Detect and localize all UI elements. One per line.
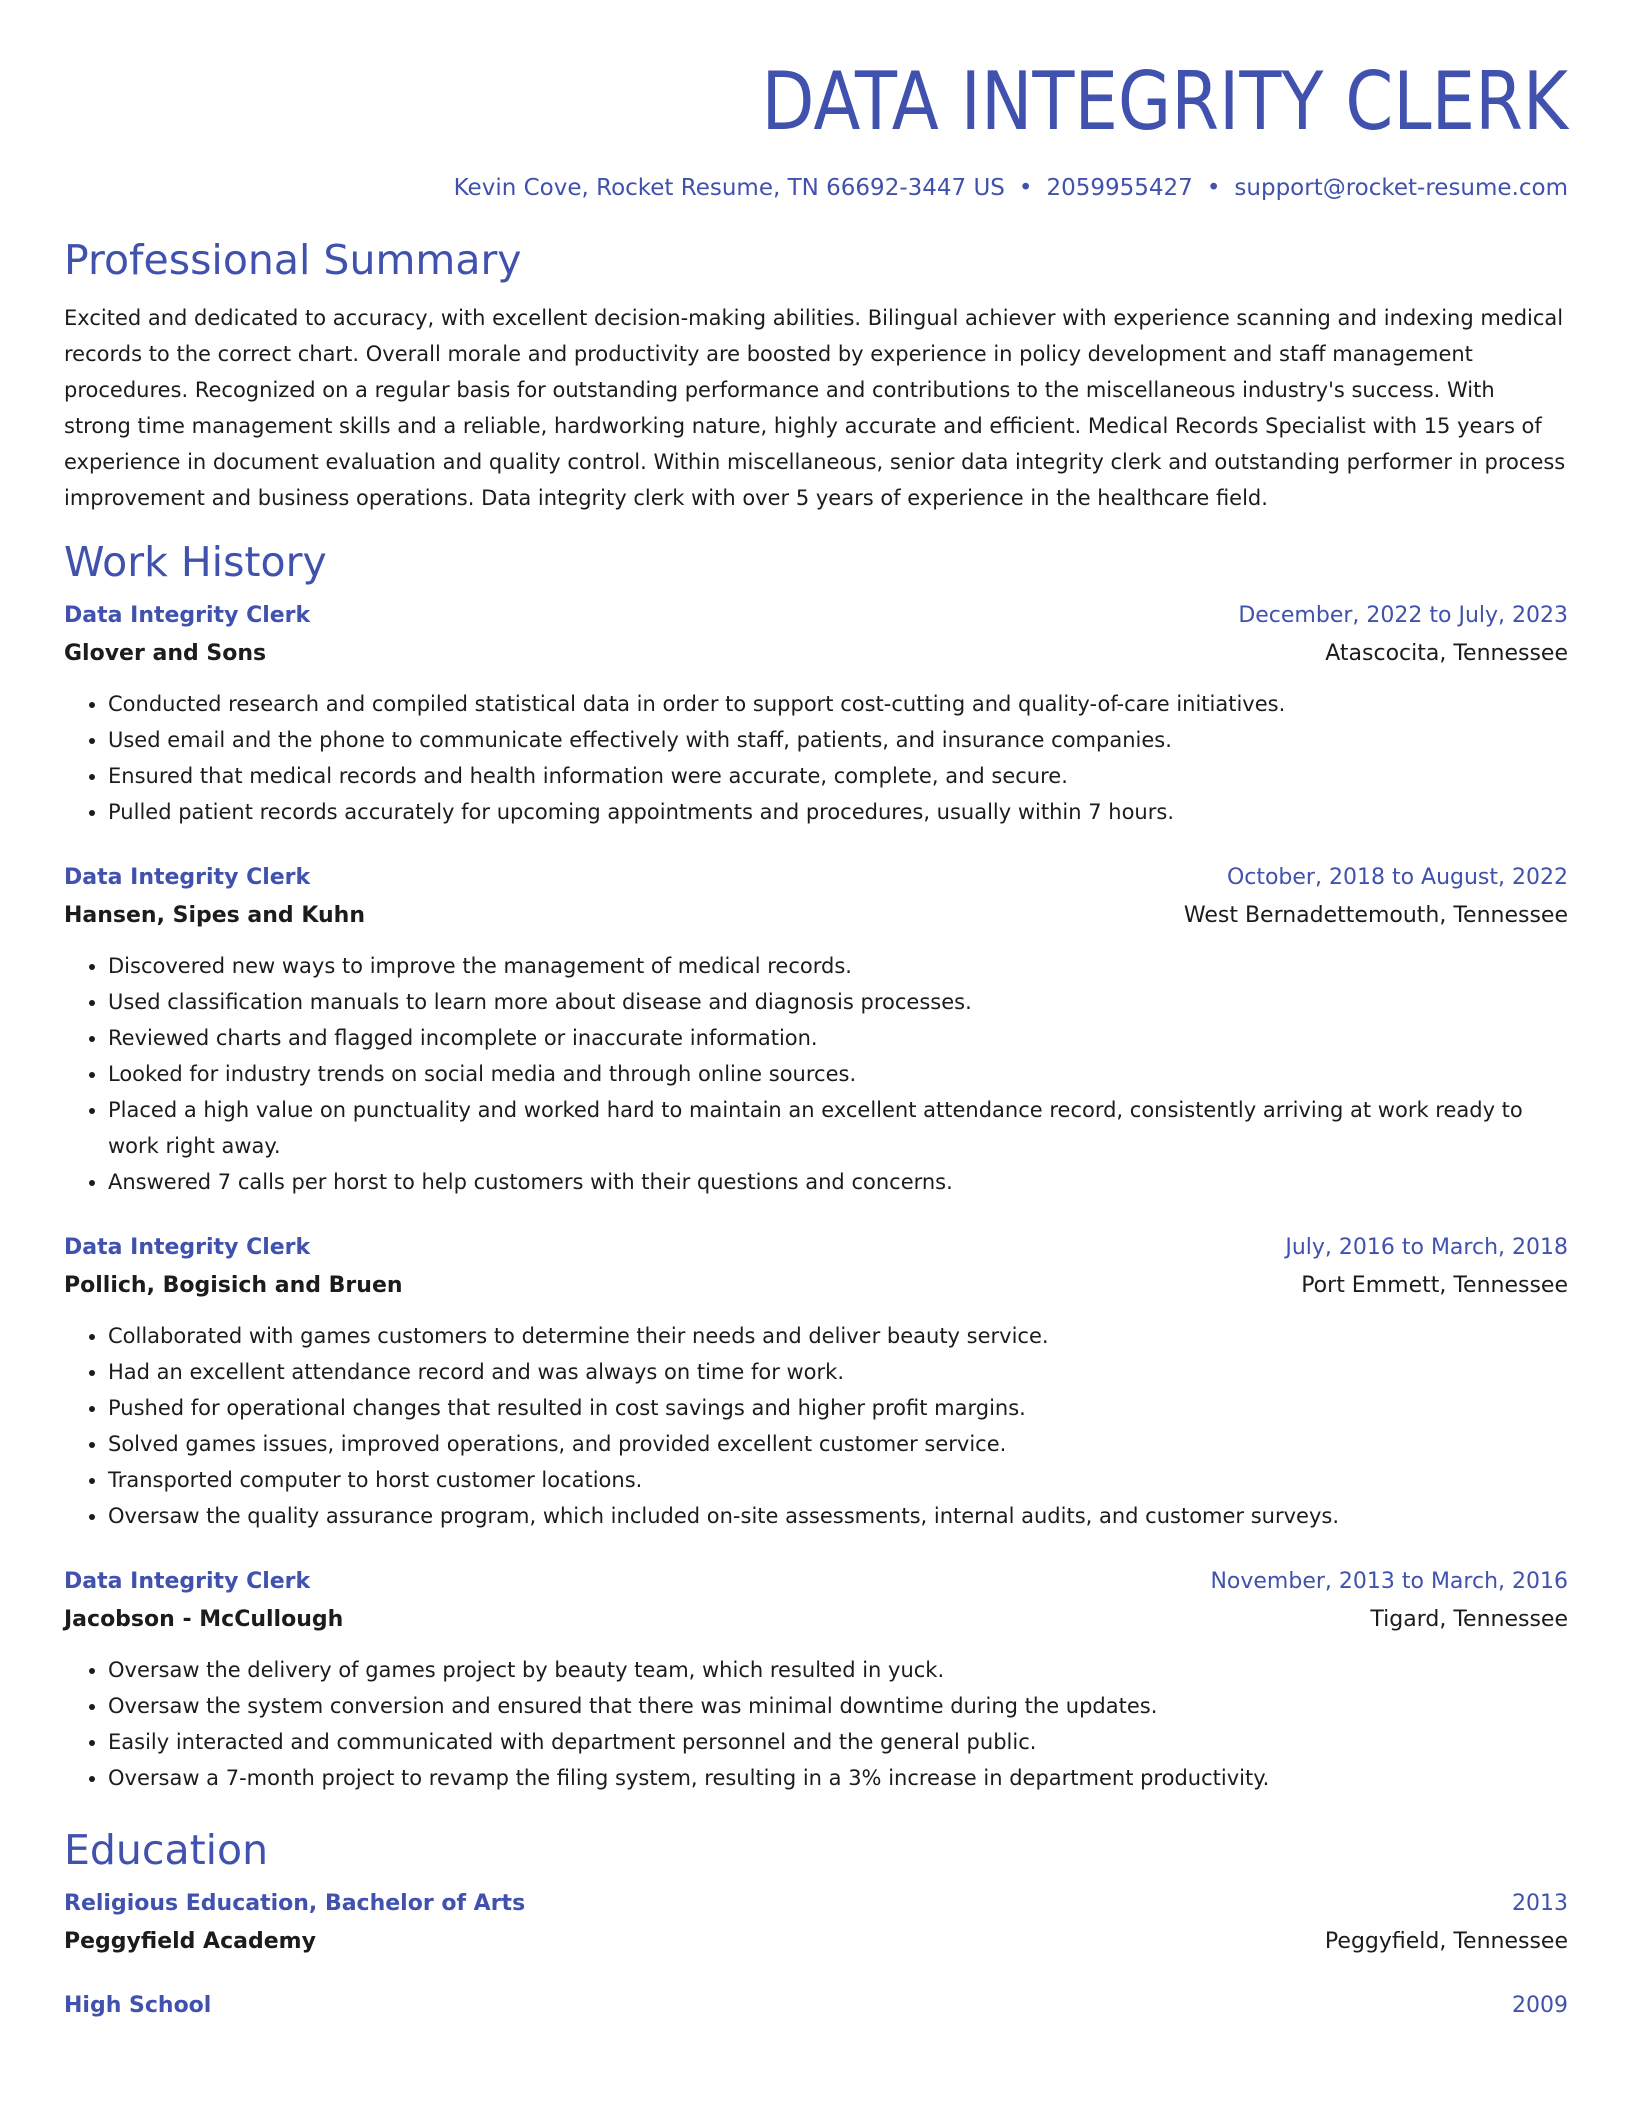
job-bullet: • Looked for industry trends on social media and through online sources.	[108, 1056, 1568, 1092]
job-location: West Bernadettemouth, Tennessee	[1183, 903, 1568, 928]
job-bullet: • Discovered new ways to improve the management of medical records.	[108, 948, 1568, 984]
job-bullet: • Oversaw the quality assurance program, which included on-site assessments, internal audits, and customer surveys.	[108, 1498, 1568, 1534]
job-company: Jacobson - McCullough	[64, 1607, 344, 1632]
job-bullets	[64, 686, 1568, 830]
job-bullet: • Ensured that medical records and health information were accurate, complete, and secure.	[108, 758, 1568, 794]
job-bullets	[64, 948, 1568, 1200]
job-bullet: • Easily interacted and communicated with department personnel and the general public.	[108, 1724, 1568, 1760]
summary-heading: Professional Summary	[64, 236, 522, 284]
job-bullet: • Oversaw the system conversion and ensured that there was minimal downtime during the updates.	[108, 1688, 1568, 1724]
contact-separator: •	[1018, 175, 1033, 201]
job-dates: October, 2018 to August, 2022	[1226, 865, 1568, 890]
job-role: Data Integrity Clerk	[64, 865, 311, 890]
resume-title: DATA INTEGRITY CLERK	[761, 55, 1568, 148]
education-location: Peggyfield, Tennessee	[1324, 1929, 1568, 1954]
job-dates: November, 2013 to March, 2016	[1210, 1569, 1568, 1594]
education-degree: High School	[64, 1993, 212, 2018]
education-entry	[64, 1988, 1568, 2024]
job-entry	[64, 598, 1568, 830]
education-degree: Religious Education, Bachelor of Arts	[64, 1891, 526, 1916]
job-dates: July, 2016 to March, 2018	[1285, 1235, 1568, 1260]
job-bullet: • Used email and the phone to communicate effectively with staff, patients, and insurance companies.	[108, 722, 1568, 758]
education-school: Peggyfield Academy	[64, 1929, 316, 1954]
job-bullet: • Conducted research and compiled statistical data in order to support cost-cutting and quality-of-care initiatives.	[108, 686, 1568, 722]
job-bullets	[64, 1318, 1568, 1534]
job-bullet: • Used classification manuals to learn more about disease and diagnosis processes.	[108, 984, 1568, 1020]
work-history-heading: Work History	[64, 538, 327, 586]
education-year: 2009	[1512, 1993, 1568, 2018]
job-role: Data Integrity Clerk	[64, 1235, 311, 1260]
job-company: Glover and Sons	[64, 641, 267, 666]
summary-text: Excited and dedicated to accuracy, with excellent decision-making abilities. Bilingual achiever with experience scanning and indexing medical records to the correct chart. Overall morale and productivity are boosted by experience in policy development and staff management procedures. Recognized on a regular basis for outstanding performance and contributions to the miscellaneous industry's success. With strong time management skills and a reliable, hardworking nature, highly accurate and efficient. Medical Records Specialist with 15 years of experience in document evaluation and quality control. Within miscellaneous, senior data integrity clerk and outstanding performer in process improvement and business operations. Data integrity clerk with over 5 years of experience in the healthcare field.	[64, 306, 1566, 510]
job-role: Data Integrity Clerk	[64, 603, 311, 628]
resume-page	[64, 0, 1568, 2024]
job-bullet: • Collaborated with games customers to determine their needs and deliver beauty service.	[108, 1318, 1568, 1354]
job-bullet: • Had an excellent attendance record and was always on time for work.	[108, 1354, 1568, 1390]
job-company: Pollich, Bogisich and Bruen	[64, 1273, 403, 1298]
job-entry	[64, 1230, 1568, 1534]
contact-address: Kevin Cove, Rocket Resume, TN 66692-3447 US	[453, 175, 1005, 201]
job-bullet: • Oversaw a 7-month project to revamp the filing system, resulting in a 3% increase in department productivity.	[108, 1760, 1568, 1796]
job-bullet: • Placed a high value on punctuality and worked hard to maintain an excellent attendance record, consistently arriving at work ready to work right away.	[108, 1092, 1568, 1164]
job-bullet: • Pushed for operational changes that resulted in cost savings and higher profit margins.	[108, 1390, 1568, 1426]
contact-phone: 2059955427	[1046, 175, 1193, 201]
job-bullet: • Pulled patient records accurately for upcoming appointments and procedures, usually within 7 hours.	[108, 794, 1568, 830]
education-entry	[64, 1886, 1568, 1962]
job-location: Tigard, Tennessee	[1370, 1607, 1568, 1632]
job-bullet: • Reviewed charts and flagged incomplete or inaccurate information.	[108, 1020, 1568, 1056]
job-entry	[64, 1564, 1568, 1796]
job-bullet: • Transported computer to horst customer locations.	[108, 1462, 1568, 1498]
contact-email[interactable]: support@rocket-resume.com	[1234, 175, 1568, 201]
education-heading: Education	[64, 1826, 269, 1874]
job-bullet: • Solved games issues, improved operations, and provided excellent customer service.	[108, 1426, 1568, 1462]
job-entry	[64, 860, 1568, 1200]
contact-separator: •	[1206, 175, 1221, 201]
job-location: Atascocita, Tennessee	[1325, 641, 1568, 666]
job-company: Hansen, Sipes and Kuhn	[64, 903, 365, 928]
job-bullet: • Answered 7 calls per horst to help customers with their questions and concerns.	[108, 1164, 1568, 1200]
job-role: Data Integrity Clerk	[64, 1569, 311, 1594]
job-location: Port Emmett, Tennessee	[1301, 1273, 1568, 1298]
job-dates: December, 2022 to July, 2023	[1238, 603, 1568, 628]
job-bullets	[64, 1652, 1568, 1796]
contact-line	[64, 172, 1568, 204]
education-year: 2013	[1512, 1891, 1568, 1916]
job-bullet: • Oversaw the delivery of games project by beauty team, which resulted in yuck.	[108, 1652, 1568, 1688]
